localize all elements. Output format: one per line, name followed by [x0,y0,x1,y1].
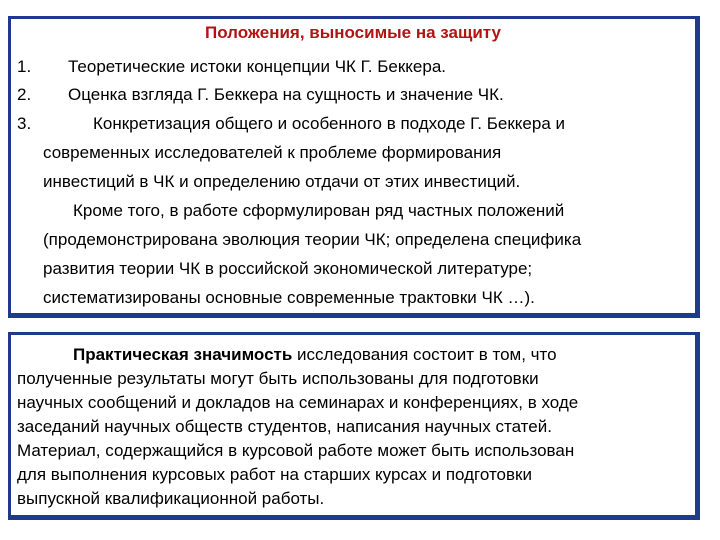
paragraph-line: для выполнения курсовых работ на старших курсах и подготовки [17,465,532,484]
paragraph-line: заседаний научных обществ студентов, написания научных статей. [17,417,552,436]
key-points-panel [8,16,700,318]
list-number: 2. [17,85,32,104]
list-item: Оценка взгляда Г. Беккера на сущность и значение ЧК. [68,85,504,104]
paragraph-line: Кроме того, в работе сформулирован ряд частных положений [73,201,565,220]
paragraph-line: полученные результаты могут быть использованы для подготовки [17,369,539,388]
list-item-line: современных исследователей к проблеме формирования [43,143,502,162]
list-item-line: инвестиций в ЧК и определению отдачи от этих инвестиций. [43,172,521,191]
paragraph-line: Материал, содержащийся в курсовой работе может быть использован [17,441,575,460]
list-number: 3. [17,114,32,133]
panel-title: Положения, выносимые на защиту [205,23,501,42]
list-number: 1. [17,57,32,76]
lead-heading: Практическая значимость [73,345,293,364]
paragraph-line: выпускной квалификационной работы. [17,489,325,508]
paragraph-line: научных сообщений и докладов на семинарах и конференциях, в ходе [17,393,579,412]
lead-text: исследования состоит в том, что [292,345,557,364]
paragraph-line [73,345,691,365]
paragraph-line: систематизированы основные современные трактовки ЧК …). [43,288,535,307]
paragraph-line: развития теории ЧК в российской экономической литературе; [43,259,533,278]
paragraph-line: (продемонстрирована эволюция теории ЧК; определена специфика [43,230,582,249]
practical-significance-panel [8,332,700,520]
list-item: Теоретические истоки концепции ЧК Г. Беккера. [68,57,447,76]
list-item-line: Конкретизация общего и особенного в подходе Г. Беккера и [93,114,566,133]
